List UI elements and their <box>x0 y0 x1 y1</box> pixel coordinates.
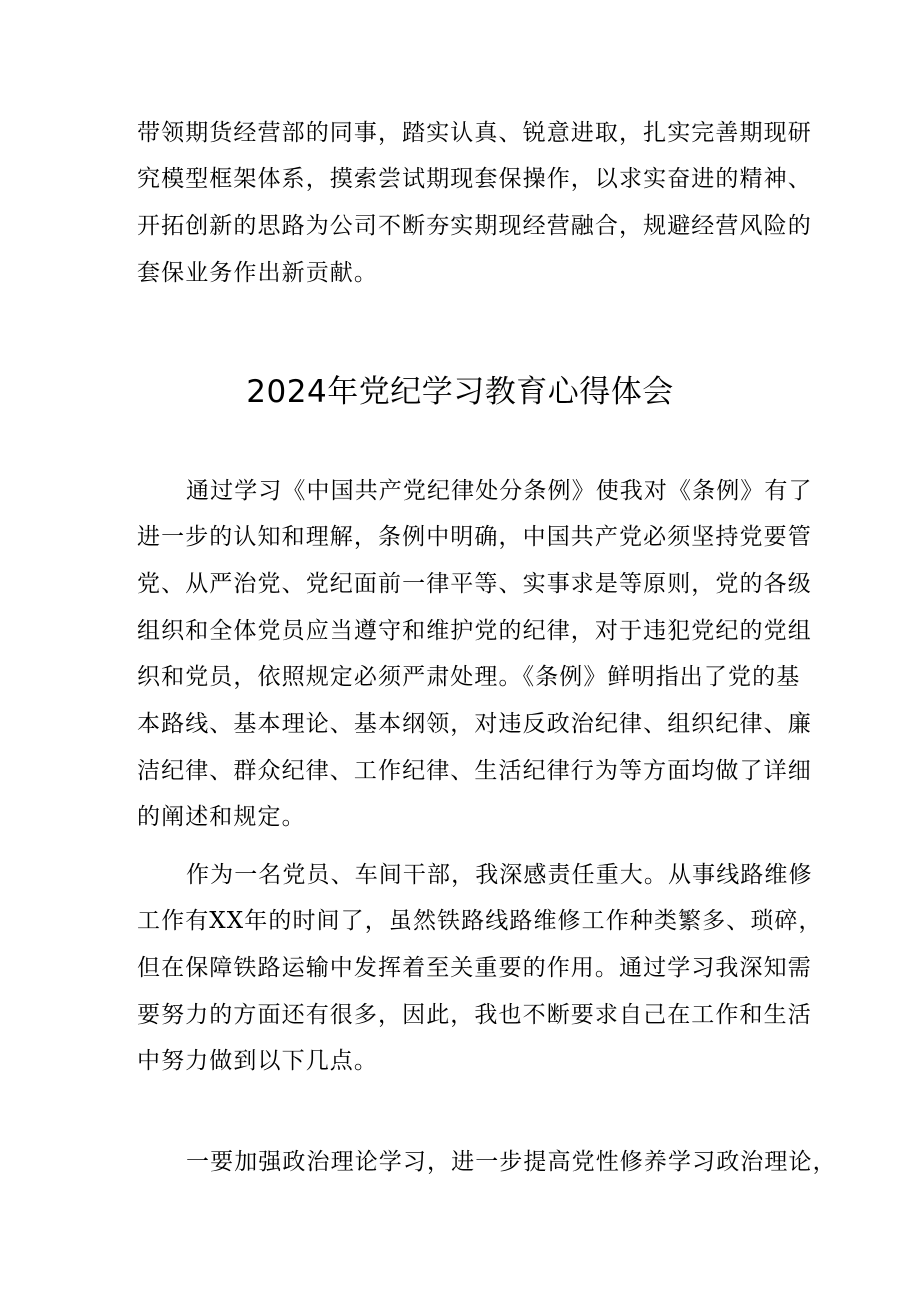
intro-line-4: 套保业务作出新贡献。 <box>137 260 378 286</box>
paragraph-2-line-4: 要努力的方面还有很多，因此，我也不断要求自己在工作和生活 <box>137 1002 812 1028</box>
document-title: 2024年党纪学习教育心得体会 <box>246 374 674 410</box>
paragraph-2-line-1: 作为一名党员、车间干部，我深感责任重大。从事线路维修 <box>186 862 813 888</box>
paragraph-1-line-4: 组织和全体党员应当遵守和维护党的纪律，对于违犯党纪的党组 <box>137 618 812 644</box>
paragraph-2-line-5: 中努力做到以下几点。 <box>137 1048 378 1074</box>
paragraph-1-line-7: 洁纪律、群众纪律、工作纪律、生活纪律行为等方面均做了详细 <box>137 758 812 784</box>
paragraph-1-line-8: 的阐述和规定。 <box>137 804 306 830</box>
paragraph-1-line-5: 织和党员，依照规定必须严肃处理。《条例》鲜明指出了党的基 <box>137 664 801 690</box>
paragraph-1-line-2: 进一步的认知和理解，条例中明确，中国共产党必须坚持党要管 <box>137 524 812 550</box>
paragraph-1-line-1: 通过学习《中国共产党纪律处分条例》使我对《条例》有了 <box>186 478 813 504</box>
paragraph-2-line-2: 工作有XX年的时间了，虽然铁路线路维修工作种类繁多、琐碎， <box>137 908 823 934</box>
intro-line-1: 带领期货经营部的同事，踏实认真、锐意进取，扎实完善期现研 <box>137 120 812 146</box>
paragraph-2-line-3: 但在保障铁路运输中发挥着至关重要的作用。通过学习我深知需 <box>137 955 812 981</box>
intro-line-2: 究模型框架体系，摸索尝试期现套保操作，以求实奋进的精神、 <box>137 166 812 192</box>
intro-line-3: 开拓创新的思路为公司不断夯实期现经营融合，规避经营风险的 <box>137 213 812 239</box>
paragraph-1-line-6: 本路线、基本理论、基本纲领，对违反政治纪律、组织纪律、廉 <box>137 711 812 737</box>
paragraph-3-line-1: 一要加强政治理论学习，进一步提高党性修养学习政治理论， <box>186 1149 837 1175</box>
paragraph-1-line-3: 党、从严治党、党纪面前一律平等、实事求是等原则，党的各级 <box>137 571 812 597</box>
